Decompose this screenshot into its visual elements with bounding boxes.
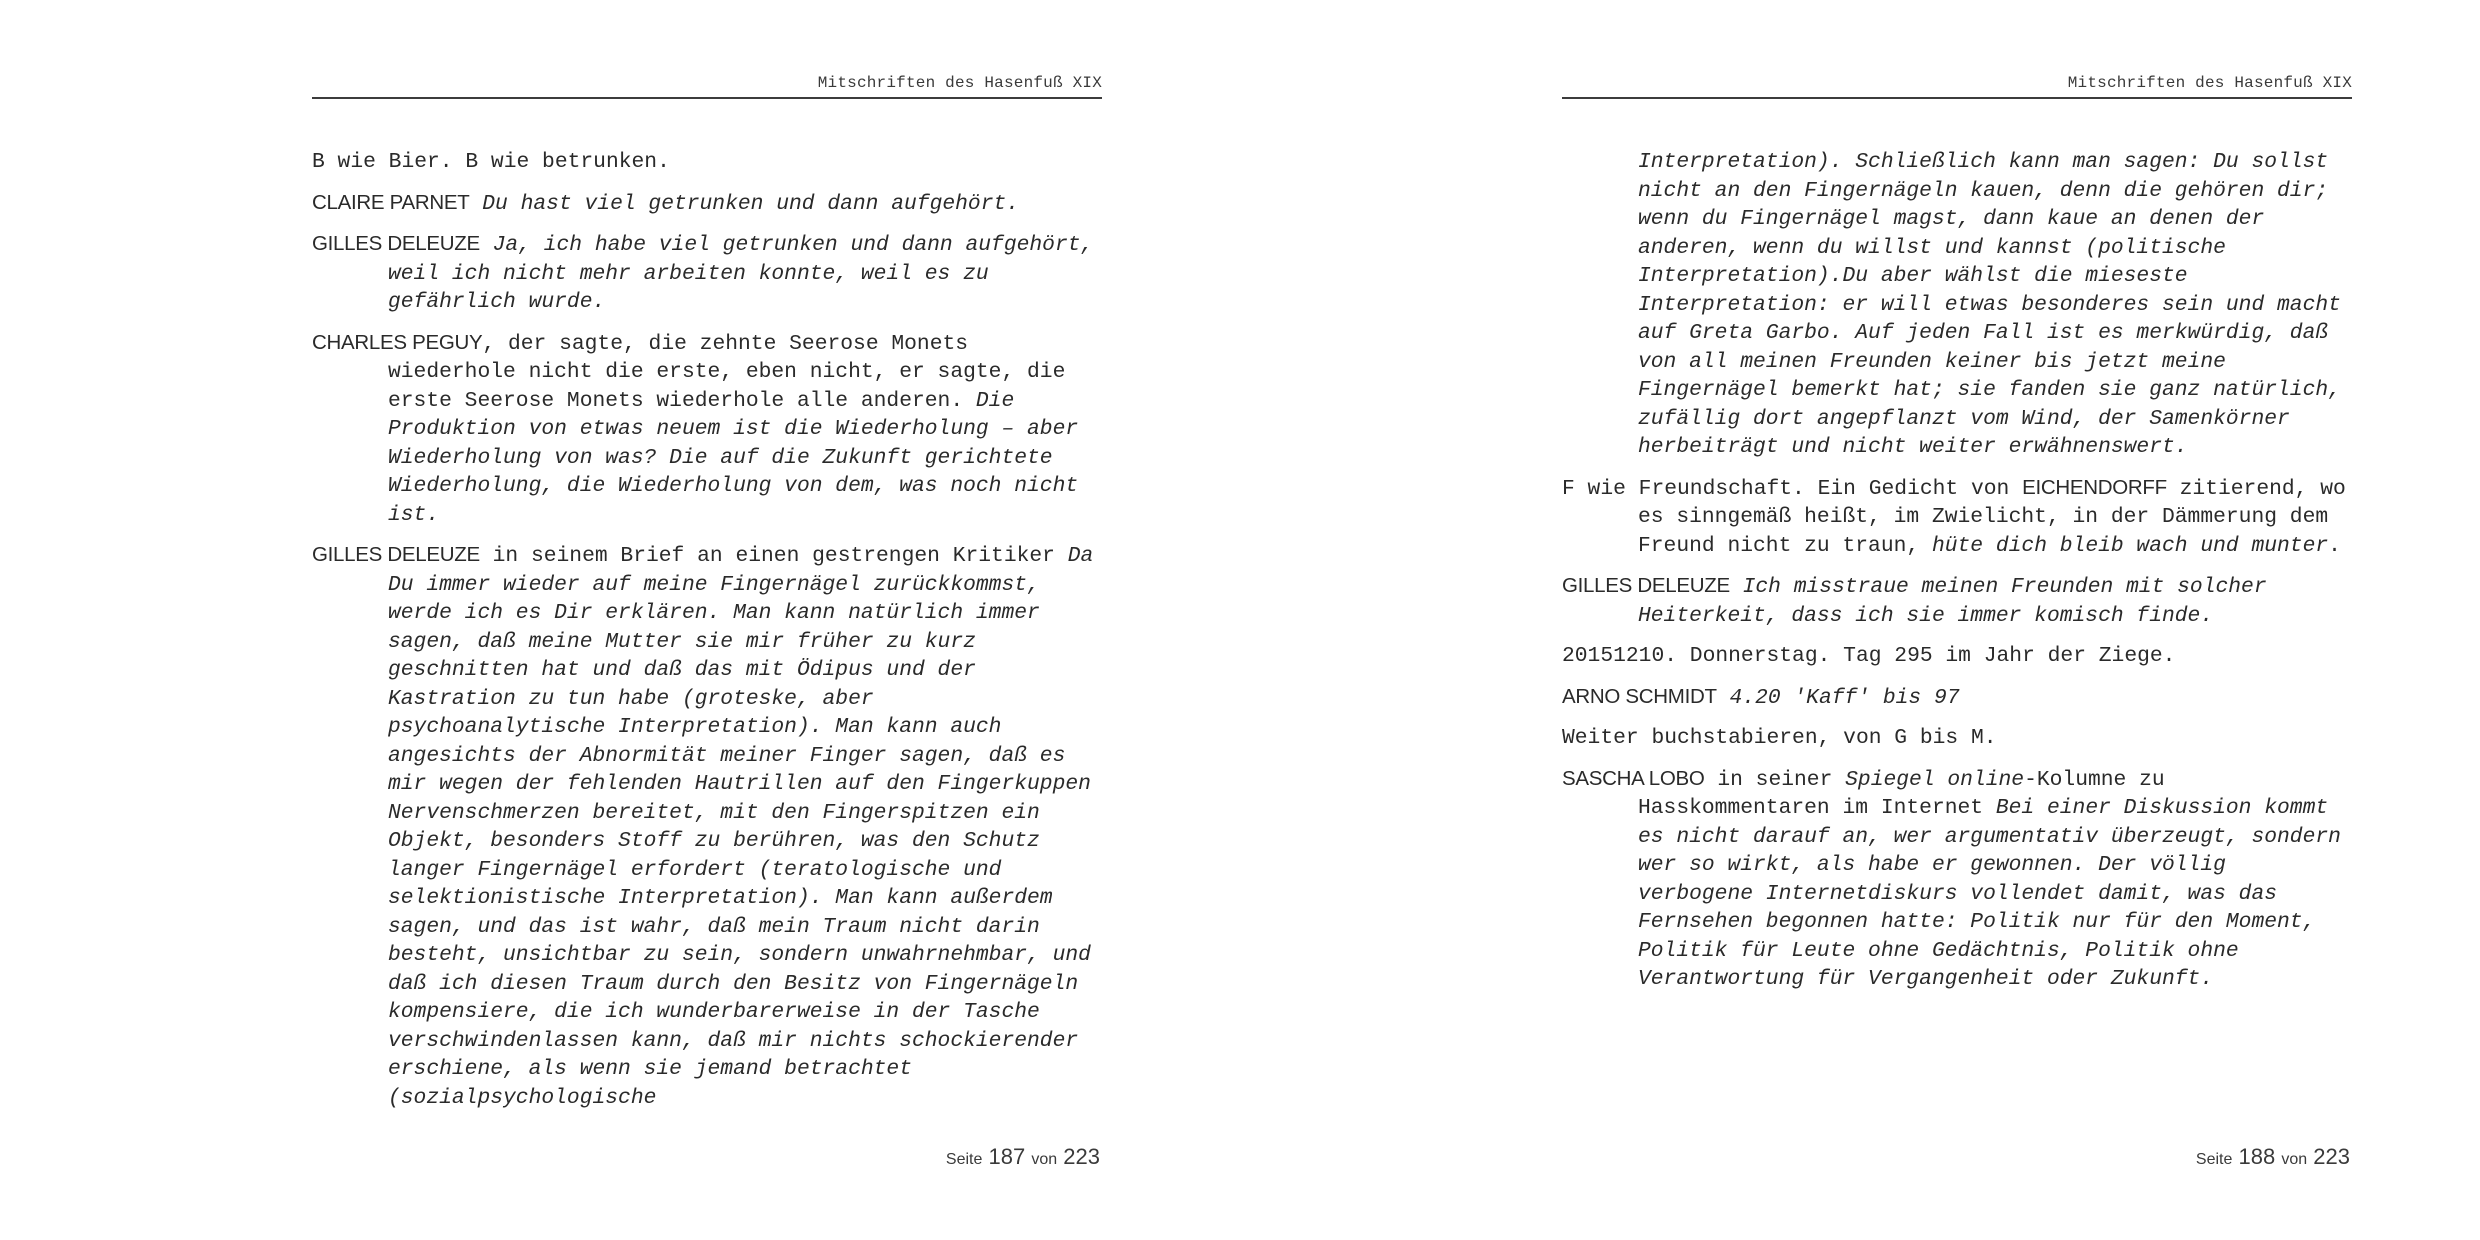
right-page [1562, 0, 2352, 1240]
speaker-name: EICHENDORFF [2022, 475, 2167, 499]
paragraph-text: in seinem Brief an einen gestrengen Kritiker [492, 544, 1055, 568]
paragraph-text: -Kolumne zu Hasskommentaren im Internet [1638, 767, 2165, 820]
publication-title: Spiegel online [1845, 767, 2025, 792]
running-header: Mitschriften des Hasenfuß XIX [817, 74, 1102, 92]
footer-seite-label: Seite [2195, 1151, 2233, 1168]
page-total: 223 [2313, 1144, 2350, 1169]
speaker-name: ARNO SCHMIDT [1562, 684, 1717, 708]
paragraph-text: 20151210. Donnerstag. Tag 295 im Jahr der Ziege. [1562, 644, 2176, 668]
speaker-name: CHARLES PEGUY [312, 330, 483, 354]
page-body [1562, 148, 2352, 1006]
paragraph [312, 230, 1102, 317]
paragraph-continuation [1562, 148, 2352, 462]
quote-text: Interpretation). Schließlich kann man sagen: Du sollst nicht an den Fingernägeln kauen, denn die gehören dir; wenn du Fingernägel magst, dann kaue an denen der anderen, wenn du willst und kannst (politische Interpretation).Du aber wählst die mieseste Interpretation: er will etwas besonderes sein und macht auf Greta Garbo. Auf jeden Fall ist es merkwürdig, daß von all meinen Freunden keiner bis jetzt meine Fingernägel bemerkt hat; sie fanden sie ganz natürlich, zufällig dort angepflanzt vom Wind, der Samenkörner herbeiträgt und nicht weiter erwähnenswert. [1638, 150, 2341, 459]
page-footer [2196, 1144, 2350, 1170]
paragraph-text: Weiter buchstabieren, von G bis M. [1562, 726, 1997, 750]
paragraph-text: F wie Freundschaft. Ein Gedicht von [1562, 476, 2010, 501]
quote-text: hüte dich bleib wach und munter [1931, 533, 2329, 558]
paragraph [312, 148, 1102, 177]
paragraph-text: B wie Bier. B wie betrunken. [312, 150, 670, 174]
quote-text: Du hast viel getrunken und dann aufgehört. [482, 191, 1020, 216]
page-footer [946, 1144, 1100, 1170]
speaker-name: GILLES DELEUZE [1562, 574, 1730, 597]
paragraph-text: in seiner [1717, 767, 1833, 792]
speaker-name: GILLES DELEUZE [312, 232, 480, 255]
quote-text: Ja, ich habe viel getrunken und dann aufgehört, weil ich nicht mehr arbeiten konnte, weil es zu gefährlich wurde. [388, 233, 1094, 314]
left-page [312, 0, 1102, 1240]
quote-text: Da Du immer wieder auf meine Fingernägel zurückkommst, werde ich es Dir erklären. Man kann natürlich immer sagen, daß meine Mutter sie mir früher zu kurz geschnitten hat und daß das mit Ödipus und der Kastration zu tun habe (groteske, aber psychoanalytische Interpretation). Man kann auch angesichts der Abnormität meiner Finger sagen, daß es mir wegen der fehlenden Hautrillen auf den Fingerkuppen Nervenschmerzen bereitet, mit den Fingerspitzen ein Objekt, besonders Stoff zu berühren, was den Schutz langer Fingernägel erfordert (teratologische und selektionistische Interpretation). Man kann außerdem sagen, und das ist wahr, daß mein Traum nicht darin besteht, unsichtbar zu sein, sondern unwahrnehmbar, und daß ich diesen Traum durch den Besitz von Fingernägeln kompensiere, die ich wunderbarerweise in der Tasche verschwindenlassen kann, daß mir nichts schockierender erschiene, als wenn sie jemand betrachtet (sozialpsychologische [388, 544, 1094, 1110]
quote-text: Ich misstraue meinen Freunden mit solcher Heiterkeit, dass ich sie immer komisch finde. [1638, 575, 2267, 628]
paragraph [312, 541, 1102, 1112]
paragraph-text: , der sagte, die zehnte Seerose Monets wiederhole nicht die erste, eben nicht, er sagte, die erste Seerose Monets wiederhole alle anderen. [388, 331, 1066, 413]
quote-text: 4.20 'Kaff' bis 97 [1729, 685, 1960, 710]
page-number: 187 [988, 1144, 1026, 1169]
paragraph [1562, 724, 2352, 753]
speaker-name: GILLES DELEUZE [312, 543, 480, 566]
header-rule [1562, 97, 2352, 99]
page-number: 188 [2238, 1144, 2276, 1169]
paragraph [1562, 642, 2352, 671]
footer-seite-label: Seite [945, 1151, 983, 1168]
paragraph [312, 189, 1102, 219]
speaker-name: CLAIRE PARNET [312, 190, 470, 214]
page-total: 223 [1063, 1144, 1100, 1169]
paragraph [1562, 683, 2352, 713]
paragraph [1562, 474, 2352, 561]
paragraph [312, 329, 1102, 530]
footer-von-label: von [2281, 1151, 2308, 1168]
footer-von-label: von [1031, 1151, 1058, 1168]
speaker-name: SASCHA LOBO [1562, 766, 1705, 790]
paragraph [1562, 572, 2352, 630]
quote-text: Bei einer Diskussion kommt es nicht darauf an, wer argumentativ überzeugt, sondern wer so wirkt, als habe er gewonnen. Der völlig verbogene Internetdiskurs vollendet damit, was das Fernsehen begonnen hatte: Politik nur für den Moment, Politik für Leute ohne Gedächtnis, Politik ohne Verantwortung für Vergangenheit oder Zukunft. [1638, 796, 2341, 991]
header-rule [312, 97, 1102, 99]
paragraph [1562, 765, 2352, 994]
paragraph-text: . [2328, 533, 2341, 558]
paragraph-text: zitierend, wo es sinngemäß heißt, im Zwielicht, in der Dämmerung dem Freund nicht zu traun, [1638, 476, 2346, 558]
quote-text: Die Produktion von etwas neuem ist die Wiederholung – aber Wiederholung von was? Die auf die Zukunft gerichtete Wiederholung, die Wiederholung von dem, was noch nicht ist. [388, 388, 1079, 527]
running-header: Mitschriften des Hasenfuß XIX [2067, 74, 2352, 92]
page-body [312, 148, 1102, 1124]
